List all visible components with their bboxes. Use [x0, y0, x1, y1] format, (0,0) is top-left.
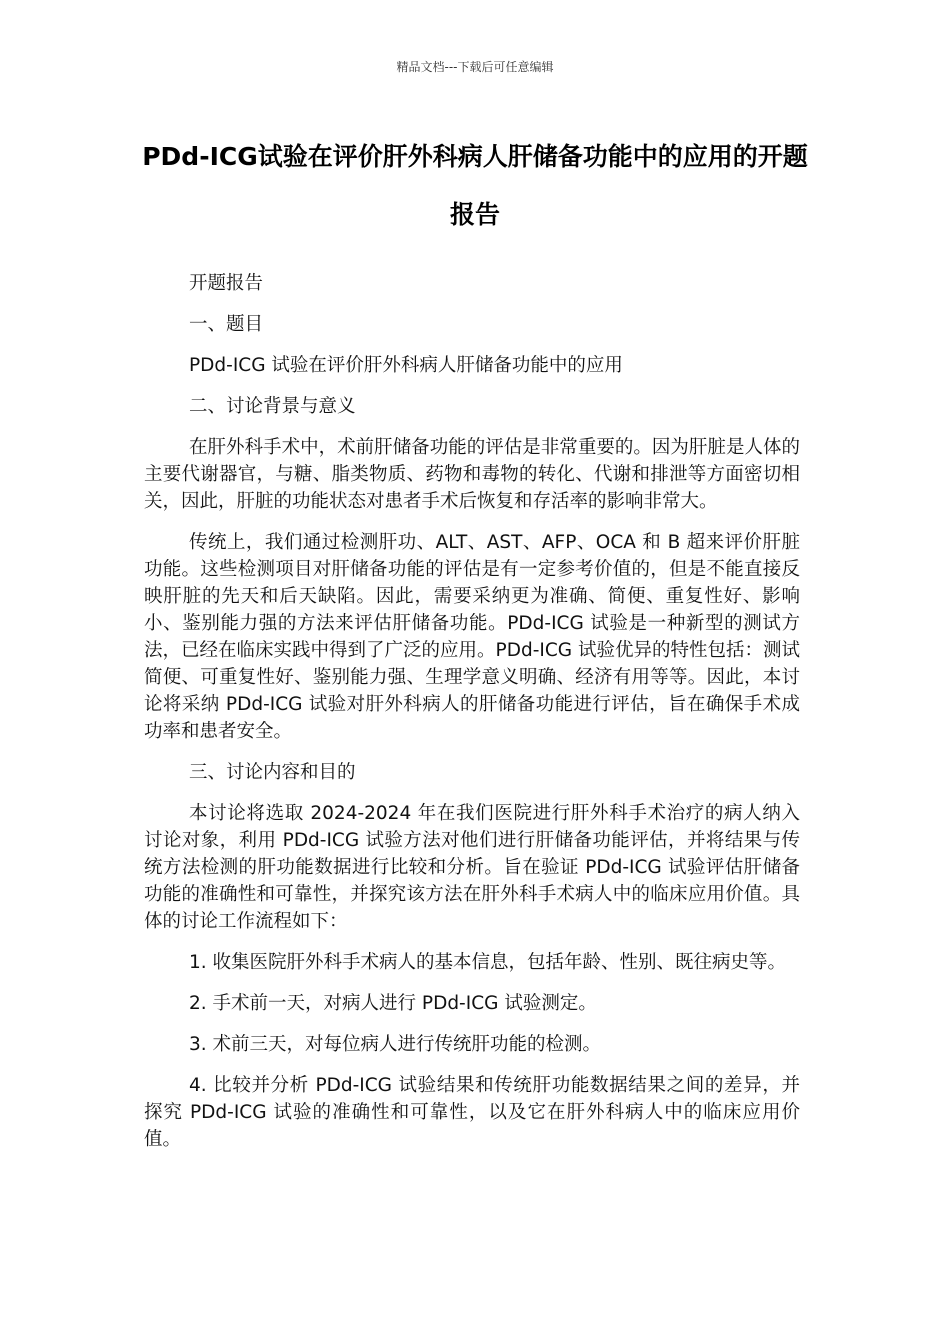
background-paragraph-2: 传统上，我们通过检测肝功、ALT、AST、AFP、OCA 和 B 超来评价肝脏功能。这些检测项目对肝储备功能的评估是有一定参考价值的，但是不能直接反映肝脏的先天和后天缺陷。因此，需要采纳更为准确、简便、重复性好、影响小、鉴别能力强的方法来评估肝储备功能。PDd-ICG 试验是一种新型的测试方法，已经在临床实践中得到了广泛的应用。PDd-ICG 试验优异的特性包括：测试简便、可重复性好、鉴别能力强、生理学意义明确、经济有用等等。因此，本讨论将采纳 PDd-ICG 试验对肝外科病人的肝储备功能进行评估，旨在确保手术成功率和患者安全。	[144, 532, 800, 742]
workflow-step-1: 1. 收集医院肝外科手术病人的基本信息，包括年龄、性别、既往病史等。	[189, 952, 787, 973]
section-heading-background: 二、讨论背景与意义	[189, 396, 356, 417]
workflow-step-3: 3. 术前三天，对每位病人进行传统肝功能的检测。	[189, 1034, 602, 1055]
document-title: PDd-ICG试验在评价肝外科病人肝储备功能中的应用的开题报告	[142, 142, 808, 229]
section-heading-content: 三、讨论内容和目的	[189, 762, 356, 783]
document-body	[144, 270, 800, 1167]
section-heading-report: 开题报告	[189, 273, 264, 294]
background-paragraph-1: 在肝外科手术中，术前肝储备功能的评估是非常重要的。因为肝脏是人体的主要代谢器官，与糖、脂类物质、药物和毒物的转化、代谢和排泄等方面密切相关，因此，肝脏的功能状态对患者手术后恢复和存活率的影响非常大。	[144, 437, 800, 512]
content-paragraph: 本讨论将选取 2024-2024 年在我们医院进行肝外科手术治疗的病人纳入讨论对象，利用 PDd-ICG 试验方法对他们进行肝储备功能评估，并将结果与传统方法检测的肝功能数据进行比较和分析。旨在验证 PDd-ICG 试验评估肝储备功能的准确性和可靠性，并探究该方法在肝外科手术病人中的临床应用价值。具体的讨论工作流程如下：	[144, 803, 800, 932]
header-note: 精品文档---下载后可任意编辑	[396, 60, 554, 74]
topic-text: PDd-ICG 试验在评价肝外科病人肝储备功能中的应用	[189, 355, 623, 376]
workflow-step-2: 2. 手术前一天，对病人进行 PDd-ICG 试验测定。	[189, 993, 597, 1014]
workflow-step-4: 4. 比较并分析 PDd-ICG 试验结果和传统肝功能数据结果之间的差异，并探究 PDd-ICG 试验的准确性和可靠性，以及它在肝外科病人中的临床应用价值。	[144, 1075, 800, 1150]
section-heading-topic: 一、题目	[189, 314, 264, 335]
